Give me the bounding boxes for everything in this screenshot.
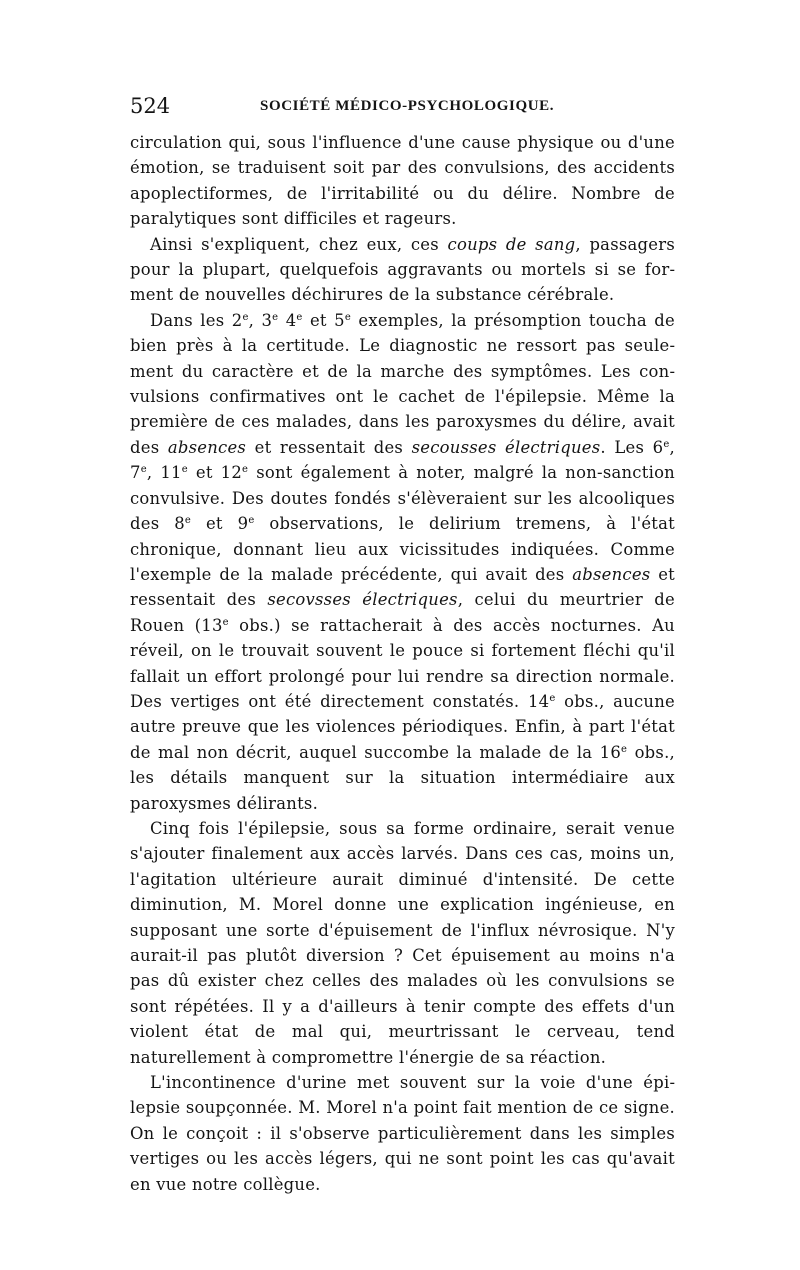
text-run: , 7 [130,437,675,483]
italic-phrase: coups de sang [447,234,576,254]
text-run: . Les 6 [600,437,664,457]
paragraph [130,232,675,308]
text-run: , 3 [248,310,273,330]
paragraph [130,308,675,816]
text-run: observations, le delirium tremens, à l'état chronique, donnant lieu aux vicissitudes indiquées. Comme l'exemple de la malade précédente, qui avait des [130,514,675,584]
text-run: Ainsi s'expliquent, chez eux, ces [150,234,448,254]
text-run: Dans les 2 [150,310,243,330]
italic-phrase: secousses électriques [411,437,601,457]
body-text [130,130,675,1197]
paragraph [130,1070,675,1197]
running-head [130,94,675,122]
ordinal-superscript: e [222,616,229,628]
ordinal-superscript: e [296,311,303,323]
text-run: circulation qui, sous l'influence d'une cause physique ou d'une émotion, se traduisent soit par des convulsions, des accidents apoplectiformes, de l'irritabilité ou du délire. Nombre de paralytiques sont difficiles et rageurs. [130,133,675,229]
text-run: L'incontinence d'urine met souvent sur la voie d'une épilepsie soupçonnée. M. Morel n'a point fait mention de ce signe. On le conçoit : il s'observe particulièrement dans les simples vertiges ou les accès légers, qui ne sont point les cas qu'avait en vue notre collègue. [130,1073,675,1194]
ordinal-superscript: e [272,311,279,323]
ordinal-superscript: e [181,464,188,476]
text-run: , celui du meurtrier de Rouen (13 [130,590,675,635]
text-run: sont également à noter, malgré la non-sanction convulsive. Des doutes fondés s'élèveraient sur les alcooliques des 8 [130,463,675,534]
paragraph [130,130,675,232]
text-run: obs.) se rattacherait à des accès nocturnes. Au réveil, on le trouvait souvent le pouce si fortement fléchi qu'il fallait un effort prolongé pour lui rendre sa direction normale. Des vertiges ont été directement constatés. 14 [130,615,675,711]
ordinal-superscript: e [663,438,670,450]
ordinal-superscript: e [344,311,351,323]
page-number: 524 [130,94,171,118]
italic-phrase: secovsses électriques [267,590,458,610]
text-run: et 12 [187,463,243,483]
text-run: Cinq fois l'épilepsie, sous sa forme ordinaire, serait venue s'ajouter finalement aux accès larvés. Dans ces cas, moins un, l'agitation ultérieure aurait diminué d'intensité. De cette diminution, M. Morel donne une explication ingénieuse, en supposant une sorte d'épuisement de l'influx névrosique. N'y aurait-il pas plutôt diversion ? Cet épuisement au moins n'a pas dû exister chez celles des malades où les convulsions se sont répétées. Il y a d'ailleurs à tenir compte des effets d'un violent état de mal qui, meurtrissant le cerveau, tend naturellement à compromettre l'énergie de sa réaction. [130,818,675,1067]
italic-phrase: absences [167,437,247,457]
ordinal-superscript: e [549,692,556,704]
italic-phrase: absences [572,564,651,584]
ordinal-superscript: e [140,464,147,476]
ordinal-superscript: e [242,311,249,323]
text-run: exemples, la présomption toucha de bien près à la certitude. Le diagnostic ne ressort pas seulement du caractère et de la marche des symptômes. Les convulsions confirmatives ont le cachet de l'épilepsie. Même la première de ces malades, dans les paroxysmes du délire, avait des [130,310,675,457]
text-run: et 9 [191,514,249,534]
ordinal-superscript: e [184,515,192,527]
text-run: et 5 [302,310,345,330]
text-run: obs., aucune autre preuve que les violences périodiques. Enfin, à part l'état de mal non décrit, auquel succombe la malade de la 16 [130,691,675,762]
ordinal-superscript: e [621,743,628,755]
text-run: et ressentait des [130,564,675,610]
text-run: obs., les détails manquent sur la situation intermédiaire aux paroxysmes délirants. [130,742,676,813]
text-run: , 11 [146,463,182,483]
text-run: et ressentait des [246,437,412,457]
running-title: SOCIÉTÉ MÉDICO-PSYCHOLOGIQUE. [260,98,555,114]
text-run: 4 [278,310,297,330]
text-run: , passagers pour la plupart, quelquefois aggravants ou mortels si se forment de nouvelles déchirures de la substance cérébrale. [130,234,675,305]
paragraph [130,816,675,1070]
ordinal-superscript: e [248,515,255,527]
ordinal-superscript: e [242,464,249,476]
